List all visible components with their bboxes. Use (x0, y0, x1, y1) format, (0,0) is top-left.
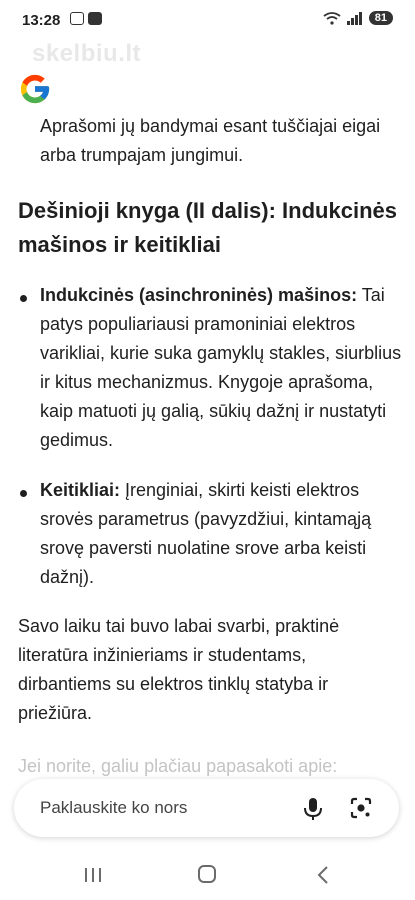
intro-text: Aprašomi jų bandymai esant tuščiajai eigai arba trumpajam jungimui. (40, 116, 381, 165)
search-input[interactable]: Paklauskite ko nors (40, 798, 188, 817)
watermark: skelbiu.lt (32, 40, 142, 67)
mic-icon[interactable] (301, 796, 325, 822)
wifi-icon (323, 12, 341, 25)
navigation-bar (0, 848, 415, 900)
youtube-icon (88, 12, 102, 25)
notification-icon (70, 12, 84, 25)
back-icon[interactable] (316, 866, 332, 884)
status-right (323, 11, 393, 25)
list-item-text: Tai patys populiariausi pramoniniai elektros varikliai, kurie suka gamyklų stakles, siurblius ir kitus mechanizmus. Knygoje aprašoma, kaip matuoti jų galią, sūkių dažnį ir nustatyti gedimus. (40, 285, 402, 450)
response-content (0, 100, 415, 780)
list-item-title: Keitikliai: (40, 480, 121, 500)
list-item (40, 281, 405, 455)
bullet-dot-icon (20, 295, 27, 302)
bullet-dot-icon (20, 490, 27, 497)
notification-icons (70, 12, 102, 25)
list-item (40, 476, 405, 592)
list-item-text: Įrenginiai, skirti keisti elektros srovės parametrus (pavyzdžiui, kintamąją srovę paversti nuolatine srove arba keisti dažnį). (40, 480, 372, 587)
search-bar[interactable] (14, 779, 399, 837)
status-time: 13:28 (22, 12, 61, 29)
battery-icon: 81 (369, 11, 393, 25)
home-icon[interactable] (198, 865, 216, 883)
section-heading: Dešinioji knyga (II dalis): Indukcinės mašinos ir keitikliai (18, 198, 397, 257)
status-bar (0, 0, 415, 40)
signal-icon (347, 12, 363, 25)
list-item-title: Indukcinės (asinchroninės) mašinos: (40, 285, 358, 305)
faded-text: Jei norite, galiu plačiau papasakoti apie: (18, 756, 338, 776)
summary-paragraph: Savo laiku tai buvo labai svarbi, praktinė literatūra inžinieriams ir studentams, dirbantiems su elektros tinklų statyba ir priežiūra. (18, 616, 340, 723)
lens-icon[interactable] (349, 796, 373, 820)
recent-apps-icon[interactable] (84, 868, 102, 882)
